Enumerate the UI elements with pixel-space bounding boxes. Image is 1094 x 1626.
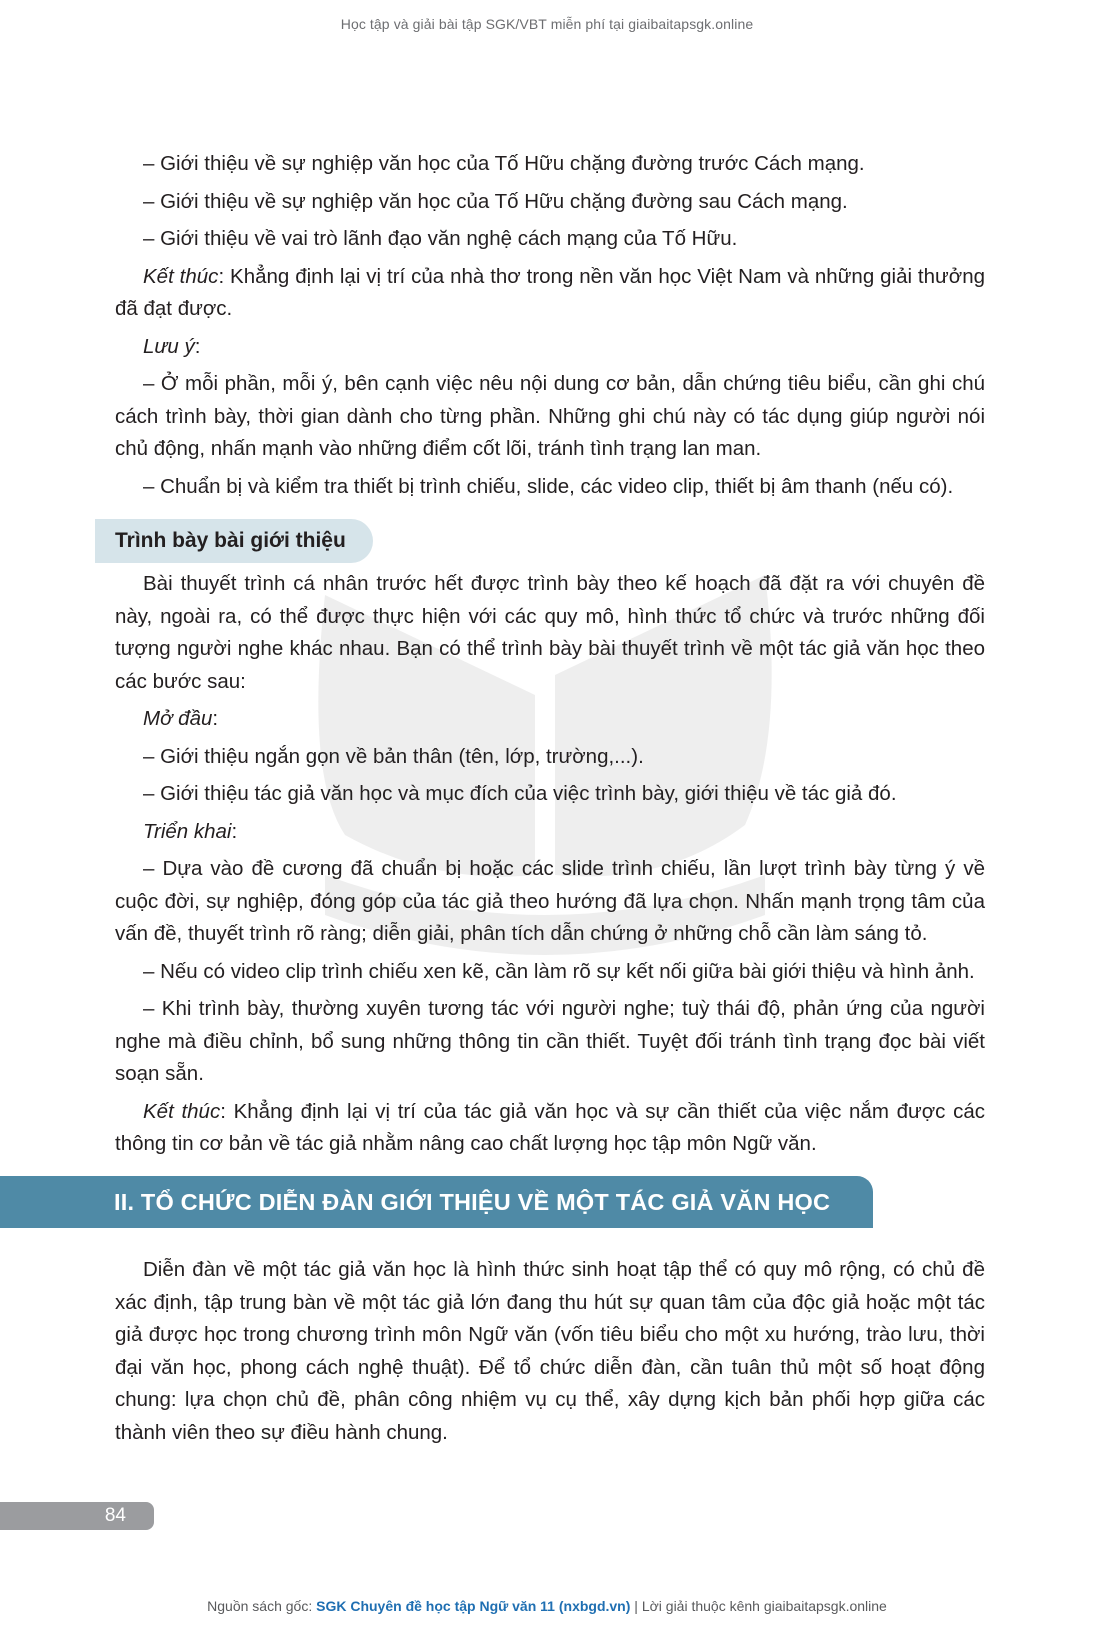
ketthuc-text: : Khẳng định lại vị trí của nhà thơ trong nền văn học Việt Nam và những giải thưởng đã đạt được. (115, 264, 986, 320)
section-heading-band: II. TỔ CHỨC DIỄN ĐÀN GIỚI THIỆU VỀ MỘT TÁC GIẢ VĂN HỌC (0, 1176, 873, 1228)
footer-prefix: Nguồn sách gốc: (207, 1598, 317, 1614)
section-forum-content (115, 1254, 985, 1449)
luuy-heading (115, 331, 985, 364)
ketthuc-paragraph (115, 261, 985, 326)
ketthuc-label: Kết thúc (143, 1099, 221, 1123)
luuy-label: Lưu ý (143, 334, 195, 358)
trienkhai-item: – Nếu có video clip trình chiếu xen kẽ, cần làm rõ sự kết nối giữa bài giới thiệu và hình ảnh. (143, 959, 975, 983)
top-header: Học tập và giải bài tập SGK/VBT miễn phí tại giaibaitapsgk.online (340, 16, 754, 32)
trienkhai-heading (115, 816, 985, 849)
bullet-item (115, 186, 985, 219)
modau-item: – Giới thiệu ngắn gọn về bản thân (tên, lớp, trường,...). (143, 744, 644, 768)
note-paragraph: – Ở mỗi phần, mỗi ý, bên cạnh việc nêu nội dung cơ bản, dẫn chứng tiêu biểu, cần ghi chú cách trình bày, thời gian dành cho từng phần. Những ghi chú này có tác dụng giúp người nói chủ động, nhấn mạnh vào những điểm cốt lõi, tránh tình trạng lan man. (115, 372, 985, 460)
footer-source-link[interactable]: SGK Chuyên đề học tập Ngữ văn 11 (nxbgd.vn) (316, 1598, 631, 1614)
modau-label: Mở đầu (143, 707, 213, 730)
trienkhai-item: – Khi trình bày, thường xuyên tương tác với người nghe; tuỳ thái độ, phản ứng của người nghe mà điều chỉnh, bổ sung những thông tin cần thiết. Tuyệt đối tránh tình trạng đọc bài viết soạn sẵn. (115, 997, 985, 1085)
section-presentation-content (115, 568, 985, 1166)
luuy-colon: : (194, 334, 201, 358)
bullet-text: – Giới thiệu về vai trò lãnh đạo văn nghệ cách mạng của Tố Hữu. (143, 227, 738, 250)
footer (0, 1598, 1094, 1614)
modau-colon: : (212, 707, 219, 730)
modau-heading (115, 703, 985, 736)
bullet-text: – Giới thiệu về sự nghiệp văn học của Tố Hữu chặng đường sau Cách mạng. (143, 189, 848, 213)
note-paragraph: – Chuẩn bị và kiểm tra thiết bị trình chiếu, slide, các video clip, thiết bị âm thanh (nếu có). (143, 474, 954, 498)
trienkhai-item: – Dựa vào đề cương đã chuẩn bị hoặc các slide trình chiếu, lần lượt trình bày từng ý về cuộc đời, sự nghiệp, đóng góp của tác giả theo hướng đã lựa chọn. Nhấn mạnh trọng tâm của vấn đề, thuyết trình rõ ràng; diễn giải, phân tích dẫn chứng ở những chỗ cần làm sáng tỏ. (115, 857, 985, 945)
bullet-item (115, 223, 985, 256)
trienkhai-colon: : (231, 819, 238, 843)
modau-item: – Giới thiệu tác giả văn học và mục đích của việc trình bày, giới thiệu về tác giả đó. (143, 782, 897, 805)
subheading-pill: Trình bày bài giới thiệu (95, 519, 373, 563)
forum-paragraph: Diễn đàn về một tác giả văn học là hình thức sinh hoạt tập thể có quy mô rộng, có chủ đề xác định, tập trung bàn về một tác giả lớn đang thu hút sự quan tâm của độc giả hoặc một tác giả được học trong chương trình môn Ngữ văn (vốn tiêu biểu cho một xu hướng, trào lưu, thời đại văn học, phong cách nghệ thuật). Để tổ chức diễn đàn, cần tuân thủ một số hoạt động chung: lựa chọn chủ đề, phân công nhiệm vụ cụ thể, xây dựng kịch bản phối hợp giữa các thành viên theo sự điều hành chung. (115, 1258, 985, 1444)
bullet-text: – Giới thiệu về sự nghiệp văn học của Tố Hữu chặng đường trước Cách mạng. (143, 152, 865, 175)
footer-suffix: | Lời giải thuộc kênh giaibaitapsgk.online (630, 1598, 887, 1614)
ketthuc-paragraph (115, 1096, 985, 1161)
section-top-content (115, 148, 985, 508)
trienkhai-label: Triển khai (143, 819, 232, 843)
ketthuc-text: : Khẳng định lại vị trí của tác giả văn học và sự cần thiết của việc nắm được các thông tin cơ bản về tác giả nhằm nâng cao chất lượng học tập môn Ngữ văn. (115, 1099, 985, 1155)
bullet-item (115, 148, 985, 181)
ketthuc-label: Kết thúc (143, 264, 219, 288)
intro-paragraph: Bài thuyết trình cá nhân trước hết được trình bày theo kế hoạch đã đặt ra với chuyên đề này, ngoài ra, có thể được thực hiện với các quy mô, hình thức tổ chức và trước những đối tượng người nghe khác nhau. Bạn có thể trình bày bài thuyết trình về một tác giả văn học theo các bước sau: (115, 572, 985, 693)
page-number: 84 (0, 1502, 154, 1530)
